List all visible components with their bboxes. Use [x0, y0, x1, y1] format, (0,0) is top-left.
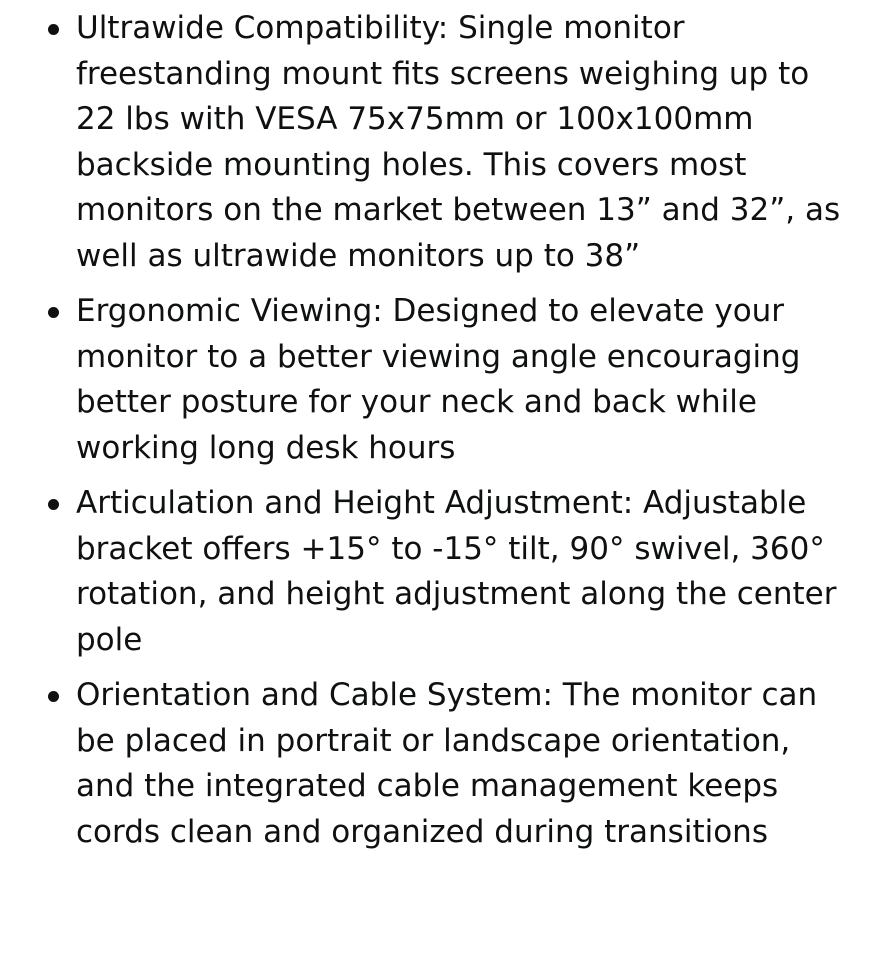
bullet-dot-icon: [48, 499, 59, 510]
feature-item-ergonomic-viewing: [0, 289, 876, 471]
feature-text: Articulation and Height Adjustment: Adjustable bracket offers +15° to -15° tilt, 90° swivel, 360° rotation, and height adjustment along the center pole: [76, 485, 837, 658]
product-feature-list: [0, 6, 876, 865]
feature-text: Ultrawide Compatibility: Single monitor freestanding mount fits screens weighing up to 22 lbs with VESA 75x75mm or 100x100mm backside mounting holes. This covers most monitors on the market between 13” and 32”, as well as ultrawide monitors up to 38”: [76, 10, 841, 274]
bullet-dot-icon: [48, 24, 59, 35]
feature-item-articulation-height: [0, 481, 876, 663]
feature-text: Orientation and Cable System: The monitor can be placed in portrait or landscape orientation, and the integrated cable management keeps cords clean and organized during transitions: [76, 677, 818, 850]
feature-item-orientation-cable: [0, 673, 876, 855]
bullet-dot-icon: [48, 307, 59, 318]
feature-text: Ergonomic Viewing: Designed to elevate your monitor to a better viewing angle encouraging better posture for your neck and back while working long desk hours: [76, 293, 801, 466]
feature-item-ultrawide-compatibility: [0, 6, 876, 279]
bullet-dot-icon: [48, 691, 59, 702]
